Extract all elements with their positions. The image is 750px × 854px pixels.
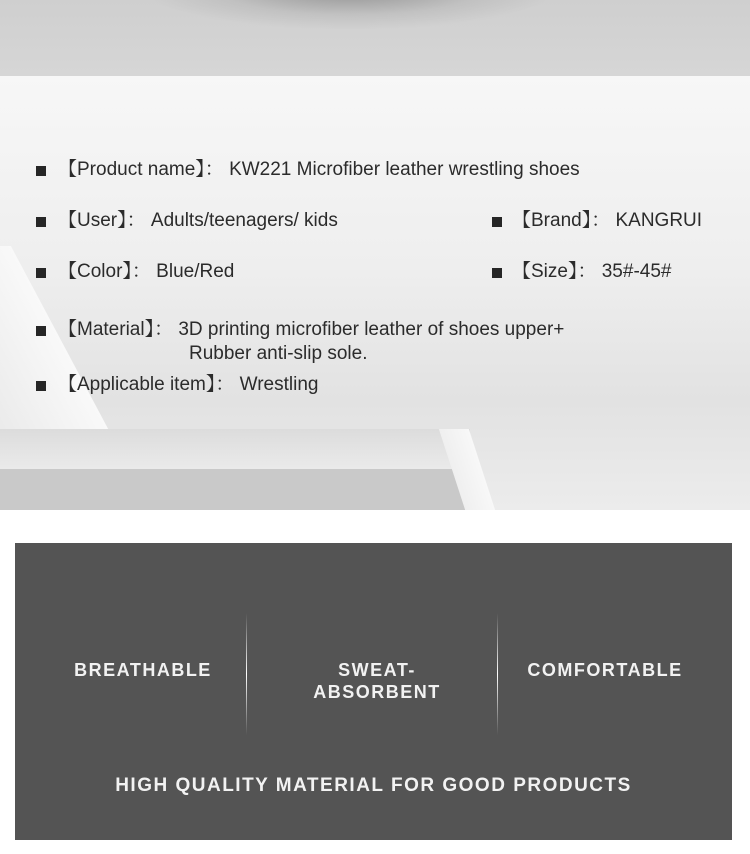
spec-user: 【User】： Adults/teenagers/ kids [58, 210, 338, 231]
decor-block [0, 469, 478, 510]
bullet-icon [36, 326, 46, 336]
spec-brand: 【Brand】： KANGRUI [512, 210, 703, 231]
bullet-icon [36, 166, 46, 176]
bullet-icon [36, 217, 46, 227]
spec-color: 【Color】： Blue/Red [58, 261, 235, 282]
spec-applicable-item: 【Applicable item】： Wrestling [58, 374, 319, 395]
tagline: HIGH QUALITY MATERIAL FOR GOOD PRODUCTS [115, 775, 632, 796]
feature-divider [246, 613, 247, 735]
feature-panel [15, 543, 732, 840]
feature-sweat-absorbent: SWEAT-ABSORBENT [313, 660, 441, 702]
bullet-icon [492, 217, 502, 227]
bullet-icon [36, 268, 46, 278]
bullet-icon [492, 268, 502, 278]
decor-step [0, 429, 470, 469]
spec-material-continued: Rubber anti-slip sole. [189, 343, 368, 364]
product-photo-band [0, 0, 750, 76]
feature-breathable: BREATHABLE [74, 660, 212, 680]
feature-divider [497, 613, 498, 735]
spec-section [0, 76, 750, 510]
spec-size: 【Size】： 35#-45# [512, 261, 672, 282]
bullet-icon [36, 381, 46, 391]
spec-material: 【Material】： 3D printing microfiber leather of shoes upper+ [58, 319, 565, 340]
shoe-shadow [140, 0, 560, 30]
feature-comfortable: COMFORTABLE [527, 660, 683, 680]
spec-product-name: 【Product name】： KW221 Microfiber leather wrestling shoes [58, 159, 580, 180]
